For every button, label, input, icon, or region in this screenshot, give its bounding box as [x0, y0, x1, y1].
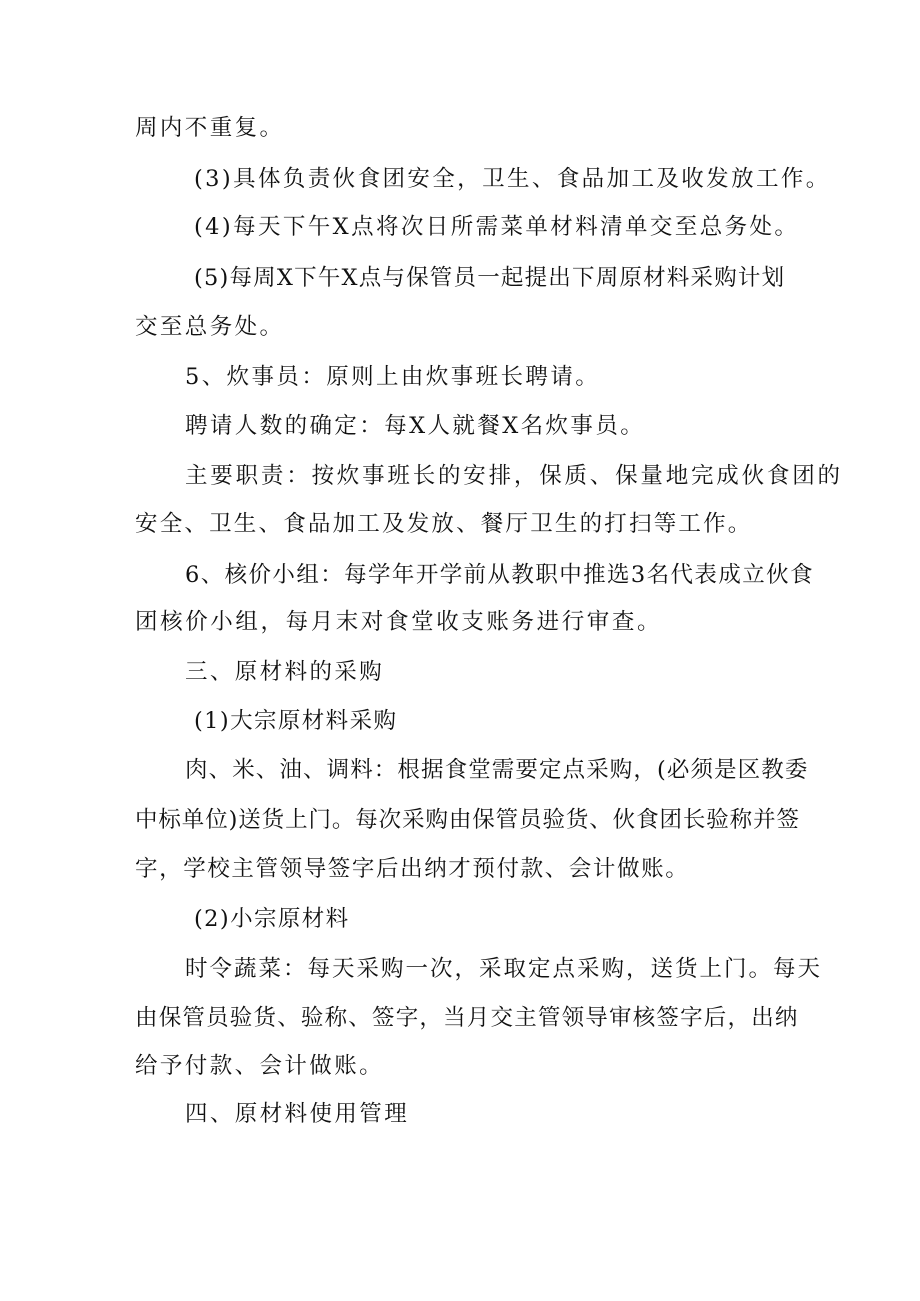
text-line-16: 字，学校主管领导签字后出纳才预付款、会计做账。	[135, 856, 690, 882]
text-line-8: 主要职责：按炊事班长的安排，保质、保量地完成伙食团的	[185, 463, 843, 489]
text-line-20: 给予付款、会计做账。	[135, 1053, 385, 1079]
text-line-3: (4)每天下午X点将次日所需菜单材料清单交至总务处。	[194, 214, 800, 240]
text-line-2: (3)具体负责伙食团安全，卫生、食品加工及收发放工作。	[194, 166, 831, 192]
text-line-15: 中标单位)送货上门。每次采购由保管员验货、伙食团长验称并签	[135, 807, 800, 833]
text-line-4: (5)每周X下午X点与保管员一起提出下周原材料采购计划	[194, 265, 786, 291]
text-line-5: 交至总务处。	[135, 314, 285, 340]
text-line-14: 肉、米、油、调料：根据食堂需要定点采购，(必须是区教委	[185, 757, 809, 783]
text-line-7: 聘请人数的确定：每X人就餐X名炊事员。	[185, 413, 646, 439]
text-line-10: 6、核价小组：每学年开学前从教职中推选3名代表成立伙食	[185, 562, 814, 588]
text-line-1: 周内不重复。	[135, 115, 285, 141]
text-line-11: 团核价小组，每月末对食堂收支账务进行审查。	[135, 609, 663, 635]
text-line-13: (1)大宗原材料采购	[194, 708, 398, 734]
section-heading-3: 三、原材料的采购	[185, 659, 385, 685]
section-heading-4: 四、原材料使用管理	[185, 1101, 410, 1127]
text-line-17: (2)小宗原材料	[194, 906, 350, 932]
text-line-18: 时令蔬菜：每天采购一次，采取定点采购，送货上门。每天	[185, 956, 823, 982]
text-line-9: 安全、卫生、食品加工及发放、餐厅卫生的打扫等工作。	[135, 511, 753, 537]
text-line-19: 由保管员验货、验称、签字，当月交主管领导审核签字后，出纳	[135, 1005, 799, 1031]
text-line-6: 5、炊事员：原则上由炊事班长聘请。	[185, 364, 601, 390]
